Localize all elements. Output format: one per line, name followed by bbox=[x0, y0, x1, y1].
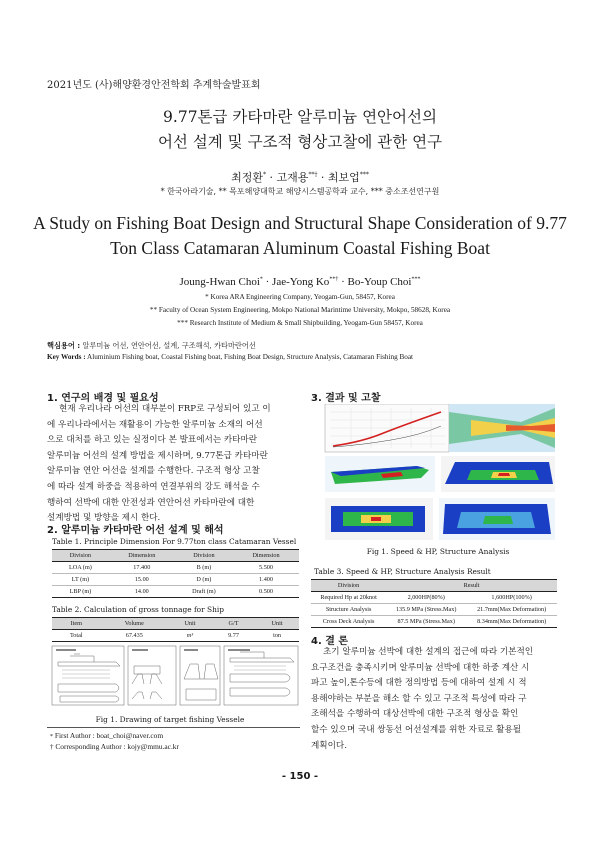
table-row bbox=[52, 574, 299, 586]
table-cell: 9.77 bbox=[212, 630, 255, 642]
section4-line: 용해야하는 부분을 해소 할 수 있고 구조적 특성에 따라 구 bbox=[311, 693, 527, 704]
fig1-caption: Fig 1. Drawing of target fishing Vessele bbox=[95, 715, 245, 724]
korean-title-line1: 9.77톤급 카타마란 알루미늄 연안어선의 bbox=[163, 108, 437, 126]
table3 bbox=[311, 579, 557, 628]
english-affiliation-1: * Korea ARA Engineering Company, Yeogam-Gun, 58457, Korea bbox=[205, 293, 395, 301]
table1-header: Dimension bbox=[109, 550, 175, 562]
fig1-drawing bbox=[50, 644, 300, 707]
table2-caption: Table 2. Calculation of gross tonnage for Ship bbox=[52, 605, 224, 614]
footnote-corresponding-text: Corresponding Author : kojy@mmu.ac.kr bbox=[55, 742, 179, 751]
english-affiliation-2: ** Faculty of Ocean System Engineering, Mokpo National Marintime University, Mokpo, 58628, Korea bbox=[149, 306, 451, 314]
table-cell: 2,000HP(80%) bbox=[386, 592, 466, 604]
table-row bbox=[311, 592, 557, 604]
table-cell: Structure Analysis bbox=[311, 604, 386, 616]
en-author-3: · Bo-Youp Choi bbox=[338, 276, 412, 288]
table1-caption: Table 1. Principle Dimension For 9.77ton class Catamaran Vessel bbox=[52, 537, 297, 546]
page-number: - 150 - bbox=[281, 771, 319, 782]
english-authors bbox=[0, 276, 600, 288]
footnote-corresponding-author bbox=[50, 742, 179, 751]
table3-caption: Table 3. Speed & HP, Structure Analysis Result bbox=[314, 567, 491, 576]
keywords-english-text: Aluminium Fishing boat, Coastal Fishing boat, Fishing Boat Design, Structure Analysis, Catamaran Fishing Boat bbox=[87, 353, 414, 361]
table-row bbox=[52, 630, 299, 642]
table-cell: Total bbox=[52, 630, 101, 642]
table-row bbox=[311, 616, 557, 628]
en-author-2: · Jae-Yong Ko bbox=[262, 276, 330, 288]
asterisk-mark: * bbox=[50, 734, 53, 740]
table-cell: Draft (m) bbox=[175, 586, 233, 598]
section1-line: 행하여 선박에 대한 안전성과 연안어선 카타마란에 대한 bbox=[47, 497, 255, 508]
table2-header: Volume bbox=[101, 618, 169, 630]
section4-line: 조해석을 수행하여 대상선박에 대한 구조적 형상을 확인 bbox=[311, 709, 519, 720]
section1-body bbox=[47, 402, 300, 527]
table1 bbox=[52, 549, 299, 598]
table-cell: 1,600HP(100%) bbox=[466, 592, 557, 604]
section3-heading: 3. 결과 및 고찰 bbox=[311, 393, 381, 404]
section4-line: 계획이다. bbox=[311, 740, 347, 751]
footnote-first-author-text: First Author : boat_choi@naver.com bbox=[54, 731, 164, 740]
table-cell: 5.500 bbox=[233, 562, 299, 574]
english-title-line1: A Study on Fishing Boat Design and Structural Shape Consideration of 9.77 bbox=[33, 213, 567, 233]
section2-heading: 2. 알루미늄 카타마란 어선 설계 및 해석 bbox=[47, 525, 224, 536]
author-3: · 최보업 bbox=[317, 171, 360, 184]
author-2: · 고재용 bbox=[266, 171, 309, 184]
table-cell: 21.7mm(Max Deformation) bbox=[466, 604, 557, 616]
conference-header: 2021년도 (사)해양환경안전학회 추계학술발표회 bbox=[47, 80, 261, 91]
table2-header: G/T bbox=[212, 618, 255, 630]
author-1: 최정환 bbox=[231, 171, 264, 184]
table-cell: 17.400 bbox=[109, 562, 175, 574]
fig-speed-caption: Fig 1. Speed & HP, Structure Analysis bbox=[366, 547, 510, 556]
table-cell: B (m) bbox=[175, 562, 233, 574]
en-author-2-mark: **† bbox=[329, 276, 339, 283]
table-row bbox=[52, 562, 299, 574]
table-cell: LBP (m) bbox=[52, 586, 109, 598]
section1-line: 으로 대처를 하고 있는 실정이다 본 발표에서는 카타마란 bbox=[47, 435, 258, 446]
footnote-first-author bbox=[50, 731, 163, 740]
english-title-line2: Ton Class Catamaran Aluminum Coastal Fishing Boat bbox=[110, 238, 490, 258]
table3-header: Result bbox=[386, 580, 557, 592]
table-cell: Required Hp at 20knot bbox=[311, 592, 386, 604]
korean-title-line2: 어선 설계 및 구조적 형상고찰에 관한 연구 bbox=[157, 133, 443, 151]
table-cell: 87.5 MPa (Stress.Max) bbox=[386, 616, 466, 628]
table3-header: Division bbox=[311, 580, 386, 592]
author-2-mark: **† bbox=[308, 171, 318, 179]
section1-line: 설계방법 및 방향을 제시 한다. bbox=[47, 513, 161, 524]
table-cell: LT (m) bbox=[52, 574, 109, 586]
en-author-3-mark: *** bbox=[411, 276, 421, 283]
table-cell: Cross Deck Analysis bbox=[311, 616, 386, 628]
keywords-korean bbox=[47, 341, 256, 351]
section4-body bbox=[311, 645, 557, 754]
section1-line: 에 따라 설계 하중을 적용하여 연결부위의 강도 해석을 수 bbox=[47, 481, 260, 492]
section1-line: 알루미늄 어선의 설계 방법을 제시하며, 9.77톤급 카타마란 bbox=[47, 450, 268, 461]
korean-affiliations: * 한국아라기술, ** 목포해양대학교 해양시스템공학과 교수, *** 중소조선연구원 bbox=[160, 187, 440, 196]
table-cell: 67.435 bbox=[101, 630, 169, 642]
speed-hp-structure-figure bbox=[321, 404, 557, 542]
section4-line: 초기 알루미늄 선박에 대한 설계의 접근에 따라 기본적인 bbox=[323, 647, 534, 657]
author-1-mark: * bbox=[263, 171, 267, 179]
keywords-korean-text: 알루미늄 어선, 연안어선, 설계, 구조해석, 카타마란어선 bbox=[82, 341, 256, 350]
table1-header: Division bbox=[52, 550, 109, 562]
table2-header: Item bbox=[52, 618, 101, 630]
author-3-mark: *** bbox=[359, 171, 369, 179]
table2 bbox=[52, 617, 299, 642]
keywords-korean-label: 핵심용어 : bbox=[47, 341, 81, 350]
table-cell: D (m) bbox=[175, 574, 233, 586]
table-cell: m³ bbox=[168, 630, 212, 642]
table-cell: 15.00 bbox=[109, 574, 175, 586]
section4-line: 요구조건을 충족시키며 알루미늄 선박에 대한 하중 계산 시 bbox=[311, 662, 530, 673]
table-cell: 0.500 bbox=[233, 586, 299, 598]
table-row bbox=[311, 604, 557, 616]
keywords-english bbox=[47, 353, 413, 361]
korean-authors bbox=[0, 169, 600, 185]
table-cell: 8.34mm(Max Deformation) bbox=[466, 616, 557, 628]
table-row bbox=[52, 586, 299, 598]
en-author-1-mark: * bbox=[259, 276, 263, 283]
section1-line: 알루미늄 연안 어선을 설계를 수행한다. 구조적 형상 고찰 bbox=[47, 466, 260, 477]
section1-line: 현재 우리나라 어선의 대부분이 FRP로 구성되어 있고 이 bbox=[59, 404, 271, 414]
table2-header: Unit bbox=[255, 618, 299, 630]
dagger-mark: † bbox=[50, 743, 54, 751]
section4-heading: 4. 결 론 bbox=[311, 636, 349, 647]
table1-header: Dimension bbox=[233, 550, 299, 562]
table-cell: 1.400 bbox=[233, 574, 299, 586]
table2-header: Unit bbox=[168, 618, 212, 630]
en-author-1: Joung-Hwan Choi bbox=[179, 276, 260, 288]
table1-header: Division bbox=[175, 550, 233, 562]
table-cell: ton bbox=[255, 630, 299, 642]
section1-line: 에 우리나라에서는 재활용이 가능한 알루미늄 소재의 어선 bbox=[47, 419, 263, 430]
table-cell: LOA (m) bbox=[52, 562, 109, 574]
table-cell: 14.00 bbox=[109, 586, 175, 598]
footnote-divider bbox=[47, 727, 300, 728]
keywords-english-label: Key Words : bbox=[47, 353, 86, 361]
section4-line: 할수 있으며 국내 쌍동선 어선설계를 위한 자료로 활용될 bbox=[311, 724, 522, 735]
table-cell: 135.9 MPa (Stress.Max) bbox=[386, 604, 466, 616]
section1-heading: 1. 연구의 배경 및 필요성 bbox=[47, 393, 159, 404]
english-affiliation-3: *** Research Institute of Medium & Small Shipbuilding, Yeogam-Gun 58457, Korea bbox=[177, 319, 423, 327]
section4-line: 파고 높이,톤수등에 대한 정의방법 등에 대하여 설계 시 적 bbox=[311, 678, 527, 689]
